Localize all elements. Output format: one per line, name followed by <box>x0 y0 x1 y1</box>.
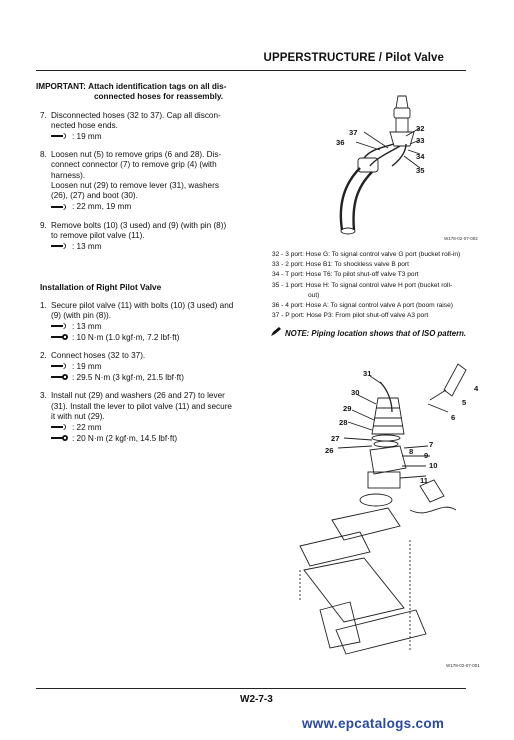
callout-5: 5 <box>462 398 467 407</box>
callout-37: 37 <box>349 128 358 137</box>
step-line: Connect hoses (32 to 37). <box>51 351 146 361</box>
step-body <box>51 301 258 344</box>
wrench-icon <box>51 423 69 432</box>
hose-caption-line: 34 - T port: Hose T6: To pilot shut-off valve T3 port <box>272 271 419 279</box>
note-text: NOTE: Piping location shows that of ISO pattern. <box>285 328 467 338</box>
leader-31 <box>370 376 382 384</box>
figure-bottom-id: W178-02-07-001 <box>446 663 480 668</box>
hose-caption-line: 33 - 2 port: Hose B1: To shockless valve B port <box>272 261 409 269</box>
valve-housing <box>368 472 400 488</box>
washer-26 <box>374 441 398 447</box>
hose-caption-line: 35 - 1 port: Hose H: To signal control valve H port (bucket roll- <box>272 281 453 289</box>
hose-caption-line: 36 - 4 port: Hose A: To signal control valve A port (boom raise) <box>272 302 453 310</box>
removal-steps <box>36 111 258 253</box>
step-line: (26), (27) and boot (30). <box>51 191 138 201</box>
pencil-icon <box>270 327 282 339</box>
step-item <box>36 351 258 383</box>
spec-row <box>51 372 258 383</box>
step-line: connect connector (7) to remove grip (4) (with <box>51 160 217 170</box>
spec-row <box>51 433 258 444</box>
callout-29: 29 <box>343 404 352 413</box>
bottom-figure <box>280 360 480 660</box>
leader-29 <box>352 410 374 420</box>
spec-row <box>51 332 258 343</box>
washer-27 <box>372 435 400 441</box>
step-item <box>36 301 258 344</box>
left-column <box>36 82 258 444</box>
wrench-icon <box>51 322 69 331</box>
wrench-icon <box>51 203 69 212</box>
important-notice <box>36 82 258 103</box>
step-body <box>51 150 258 212</box>
spec-value: : 19 mm <box>72 361 102 371</box>
valve-body <box>396 118 408 132</box>
callout-32: 32 <box>416 124 425 133</box>
boot-30 <box>372 398 404 434</box>
hose-caption-line: 32 - 3 port: Hose G: To signal control valve G port (bucket roll-in) <box>272 251 461 258</box>
spec-row <box>51 422 258 433</box>
spec-row <box>51 202 258 213</box>
step-item <box>36 150 258 212</box>
callout-28: 28 <box>339 418 348 427</box>
grip-5-6 <box>428 390 448 412</box>
step-number: 3. <box>40 391 47 401</box>
console-leg <box>320 602 360 648</box>
console-foot <box>336 610 426 654</box>
spec-value: : 22 mm, 19 mm <box>72 202 132 212</box>
spec-row <box>51 131 258 142</box>
step-item <box>36 111 258 143</box>
step-line: Install nut (29) and washers (26 and 27) to lever <box>51 391 225 401</box>
callout-34: 34 <box>416 152 425 161</box>
valve-top-shape <box>396 96 408 108</box>
mount-plate <box>332 508 400 540</box>
lever-31 <box>380 382 392 412</box>
callout-27: 27 <box>331 434 340 443</box>
step-number: 1. <box>40 300 47 310</box>
step-line: Loosen nut (29) to remove lever (31), washers <box>51 181 219 191</box>
figure-top-id: W178-02-07-002 <box>444 236 478 241</box>
grip-4 <box>444 364 466 396</box>
step-line: Disconnected hoses (32 to 37). Cap all discon- <box>51 110 221 120</box>
callout-9: 9 <box>424 451 429 460</box>
pilot-valve-11 <box>370 446 406 474</box>
hose-clamp <box>358 158 378 172</box>
step-line: harness). <box>51 170 86 180</box>
torque-wrench-icon <box>51 373 69 382</box>
spec-value: : 20 N·m (2 kgf·m, 14.5 lbf·ft) <box>72 433 178 443</box>
install-heading: Installation of Right Pilot Valve <box>40 282 162 293</box>
hose-bundle-end <box>341 228 355 234</box>
important-label: IMPORTANT: <box>36 82 86 91</box>
wrench-icon <box>51 242 69 251</box>
header-rule <box>36 70 466 71</box>
callout-26: 26 <box>325 446 334 455</box>
leader-27 <box>344 438 372 440</box>
hose-captions <box>272 250 482 321</box>
console-plate <box>300 532 370 566</box>
step-item <box>36 221 258 253</box>
spec-value: : 19 mm <box>72 131 102 141</box>
step-line: to remove pilot valve (11). <box>51 230 145 240</box>
callout-36: 36 <box>336 138 345 147</box>
spec-value: : 10 N·m (1.0 kgf·m, 7.2 lbf·ft) <box>72 332 180 342</box>
important-text-2: connected hoses for reassembly. <box>94 92 224 102</box>
leader-28 <box>348 422 372 430</box>
step-body <box>51 111 258 143</box>
leader-7 <box>404 446 428 448</box>
step-line: Loosen nut (5) to remove grips (6 and 28). Dis- <box>51 150 222 160</box>
spec-value: : 13 mm <box>72 241 102 251</box>
step-line: Secure pilot valve (11) with bolts (10) (3 used) and <box>51 300 234 310</box>
page-number: W2-7-3 <box>240 694 273 705</box>
piping-note <box>270 327 466 339</box>
watermark: www.epcatalogs.com <box>302 716 445 731</box>
page-title: UPPERSTRUCTURE / Pilot Valve <box>263 52 444 64</box>
torque-wrench-icon <box>51 333 69 342</box>
step-line: (31). Install the lever to pilot valve (11) and secure <box>51 401 232 411</box>
callout-7: 7 <box>429 440 434 449</box>
step-item <box>36 391 258 444</box>
leader-26 <box>338 446 372 448</box>
callout-33: 33 <box>416 136 425 145</box>
step-number: 7. <box>40 110 47 120</box>
step-number: 2. <box>40 351 47 361</box>
callout-30: 30 <box>351 388 360 397</box>
top-figure <box>320 88 460 238</box>
hose-bundle-inner <box>354 172 372 230</box>
callout-4: 4 <box>474 384 479 393</box>
spec-value: : 29.5 N·m (3 kgf·m, 21.5 lbf·ft) <box>72 372 184 382</box>
spec-row <box>51 321 258 332</box>
callout-11: 11 <box>420 476 429 485</box>
step-line: Remove bolts (10) (3 used) and (9) (with pin (8)) <box>51 220 227 230</box>
valve-boot <box>394 108 410 118</box>
spec-row <box>51 241 258 252</box>
leader-36 <box>356 142 380 150</box>
valve-base-ring <box>360 494 392 506</box>
callout-6: 6 <box>451 413 456 422</box>
callout-35: 35 <box>416 166 425 175</box>
step-number: 9. <box>40 220 47 230</box>
install-steps <box>36 301 258 445</box>
spec-row <box>51 361 258 372</box>
hose-caption-line: out) <box>308 291 320 299</box>
spec-value: : 13 mm <box>72 321 102 331</box>
harness <box>410 507 456 513</box>
step-body <box>51 391 258 444</box>
step-line: (9) (with pin (8)). <box>51 310 112 320</box>
torque-wrench-icon <box>51 434 69 443</box>
important-text-1: Attach identification tags on all dis- <box>88 82 227 91</box>
boot-rings <box>373 408 403 426</box>
step-line: it with nut (29). <box>51 412 105 422</box>
wrench-icon <box>51 362 69 371</box>
footer-rule <box>36 688 466 689</box>
console-bracket <box>304 558 404 622</box>
spec-value: : 22 mm <box>72 422 102 432</box>
step-body <box>51 351 258 383</box>
callout-8: 8 <box>409 447 414 456</box>
step-body <box>51 221 258 253</box>
step-line: nected hose ends. <box>51 120 118 130</box>
callout-10: 10 <box>429 461 438 470</box>
hose-caption-line: 37 - P port: Hose P3: From pilot shut-off valve A3 port <box>272 312 429 320</box>
callout-31: 31 <box>363 369 372 378</box>
wrench-icon <box>51 132 69 141</box>
step-number: 8. <box>40 150 47 160</box>
